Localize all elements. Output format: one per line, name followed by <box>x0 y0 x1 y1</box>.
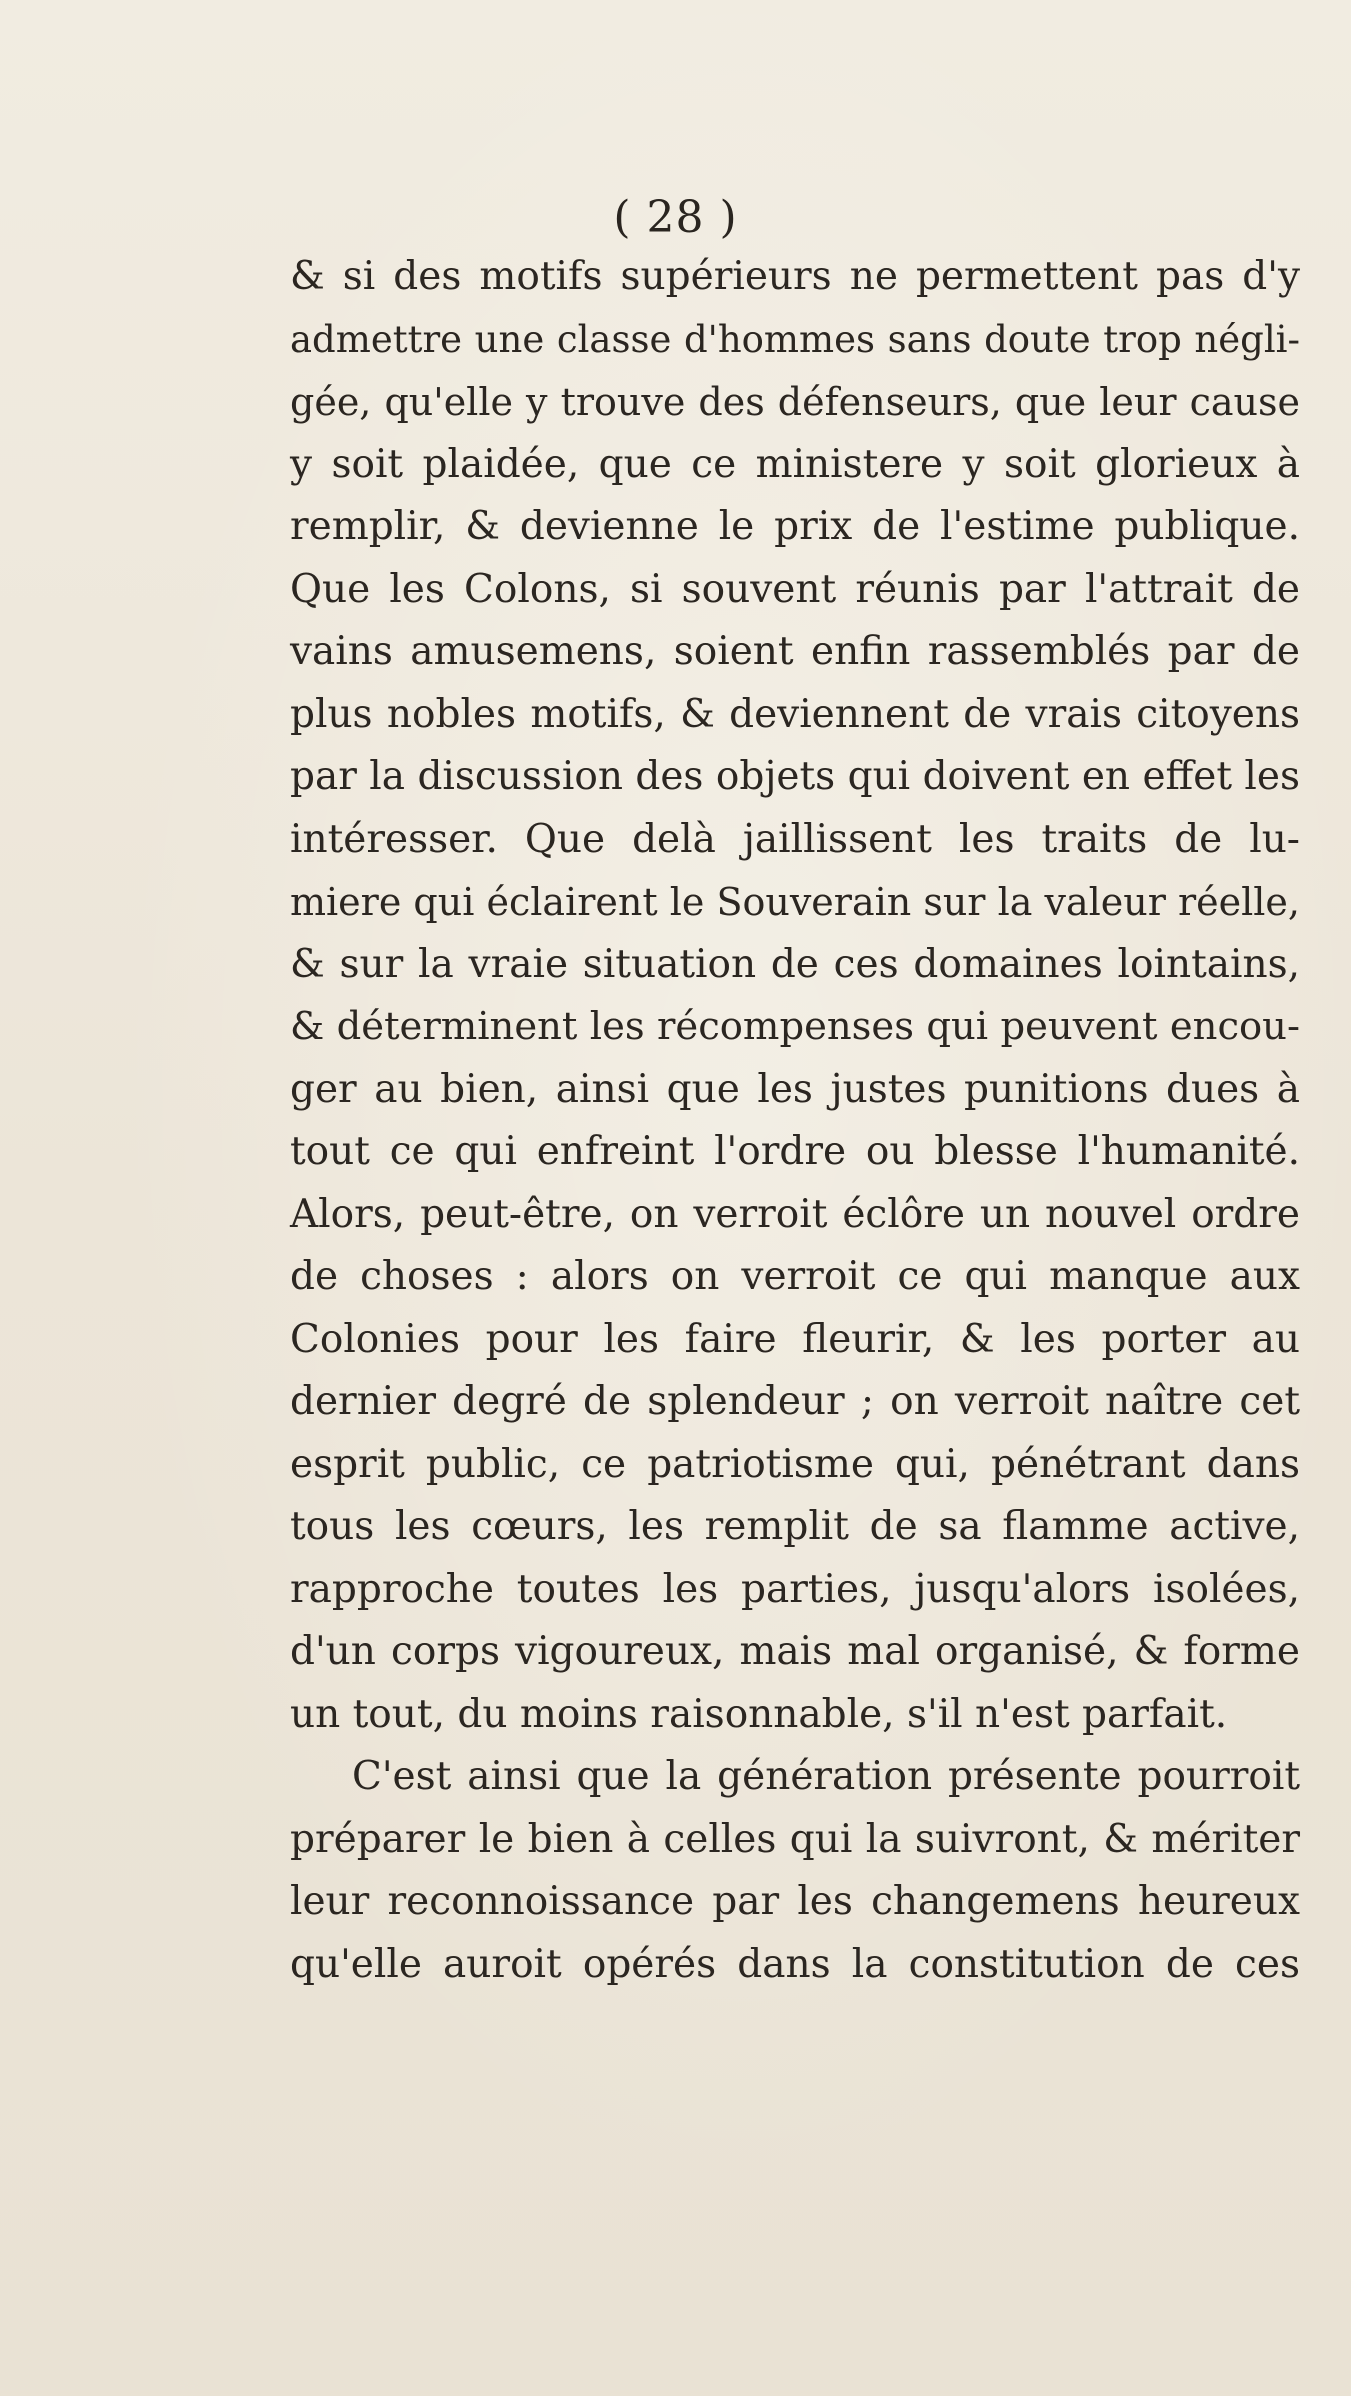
text-line: qu'elle auroit opérés dans la constitution de ces <box>290 1941 1300 1987</box>
paragraph-first-line: C'est ainsi que la génération présente pourroit <box>352 1754 1300 1799</box>
text-line: Alors, peut-être, on verroit éclôre un nouvel ordre <box>290 1191 1300 1237</box>
text-line: gée, qu'elle y trouve des défenseurs, que leur cause <box>290 380 1300 424</box>
text-line: intéresser. Que delà jaillissent les traits de lu- <box>290 816 1300 862</box>
text-line: vains amusemens, soient enfin rassemblés par de <box>290 629 1300 674</box>
text-line: & déterminent les récompenses qui peuvent encou- <box>290 1004 1300 1049</box>
text-line: ger au bien, ainsi que les justes punitions dues à <box>290 1066 1300 1112</box>
text-line: miere qui éclairent le Souverain sur la valeur réelle, <box>290 880 1300 924</box>
text-line: de choses : alors on verroit ce qui manque aux <box>290 1254 1300 1299</box>
text-line: un tout, du moins raisonnable, s'il n'est parfait. <box>290 1691 1228 1737</box>
text-line: y soit plaidée, que ce ministere y soit glorieux à <box>290 441 1300 487</box>
text-line: esprit public, ce patriotisme qui, pénétrant dans <box>290 1441 1300 1487</box>
text-line: & sur la vraie situation de ces domaines lointains, <box>290 941 1300 987</box>
text-line: plus nobles motifs, & deviennent de vrais citoyens <box>290 691 1300 737</box>
text-line: rapproche toutes les parties, jusqu'alors isolées, <box>290 1566 1300 1612</box>
text-line: tout ce qui enfreint l'ordre ou blesse l'humanité. <box>290 1129 1300 1174</box>
text-line: tous les cœurs, les remplit de sa flamme active, <box>290 1504 1300 1549</box>
text-line: par la discussion des objets qui doivent en effet les <box>290 754 1300 799</box>
page-number: ( 28 ) <box>613 192 738 243</box>
text-line: admettre une classe d'hommes sans doute trop négli- <box>290 317 1300 361</box>
text-line: & si des motifs supérieurs ne permettent pas d'y <box>290 254 1300 299</box>
text-line: préparer le bien à celles qui la suivront, & mériter <box>290 1816 1300 1862</box>
text-line: remplir, & devienne le prix de l'estime publique. <box>290 504 1300 549</box>
body-text <box>290 246 1300 1996</box>
text-line: dernier degré de splendeur ; on verroit naître cet <box>290 1379 1300 1424</box>
text-line: Colonies pour les faire fleurir, & les porter au <box>290 1316 1300 1362</box>
text-line: d'un corps vigoureux, mais mal organisé, & forme <box>290 1629 1300 1674</box>
text-line: leur reconnoissance par les changemens heureux <box>290 1879 1300 1924</box>
text-line: Que les Colons, si souvent réunis par l'attrait de <box>290 566 1300 612</box>
